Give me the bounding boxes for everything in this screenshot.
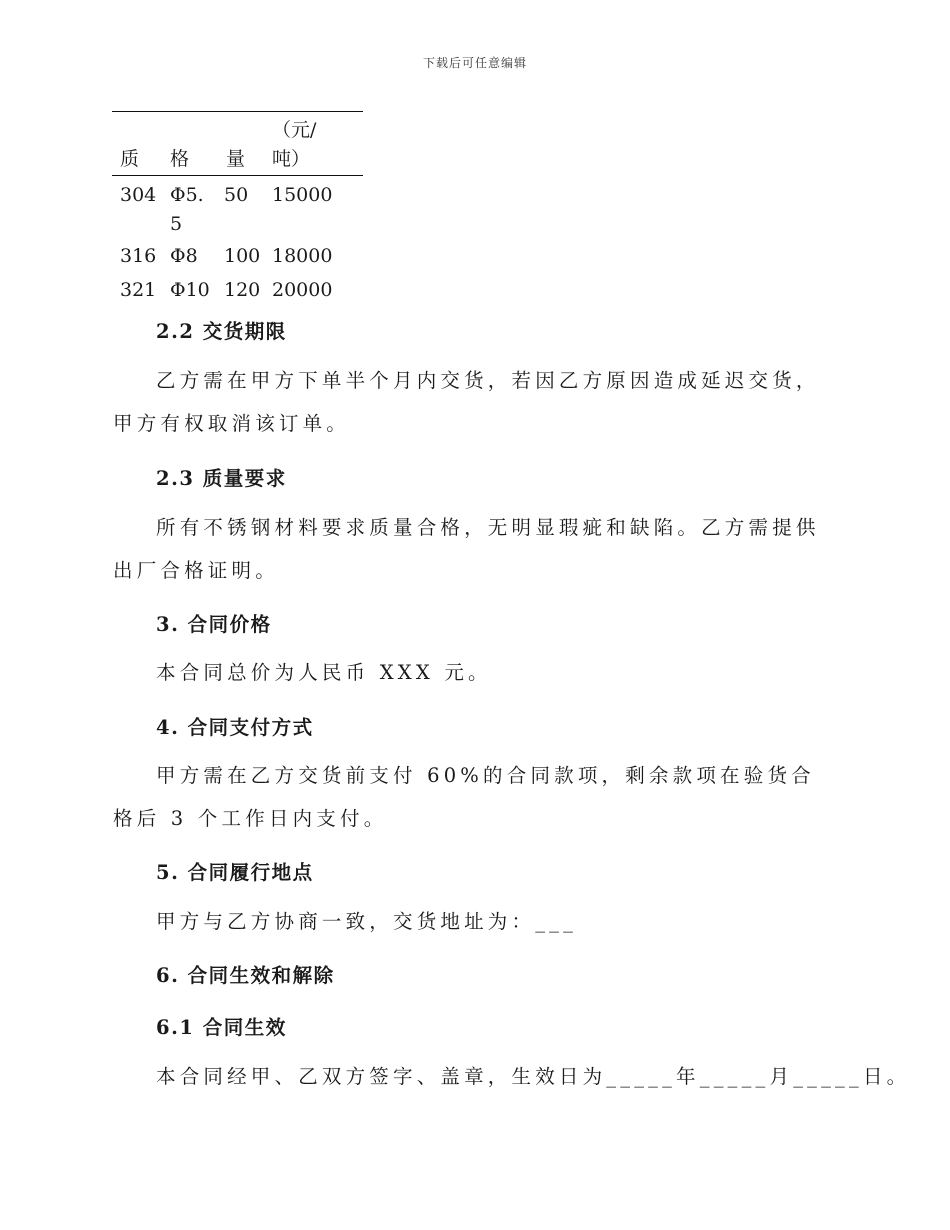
table-cell: 316: [120, 245, 157, 267]
table-cell: 50: [224, 184, 249, 206]
section-heading: 2.3 质量要求: [156, 467, 287, 490]
table-cell: Φ10: [170, 279, 210, 301]
section-heading: 4. 合同支付方式: [156, 716, 314, 739]
section-paragraph: 本合同总价为人民币 XXX 元。: [156, 661, 492, 684]
table-cell: 15000: [272, 184, 333, 206]
header-price-line1: （元/: [272, 119, 317, 141]
table-cell: 120: [224, 279, 261, 301]
table-cell: 304: [120, 184, 157, 206]
section-heading: 6.1 合同生效: [156, 1016, 287, 1039]
section-heading: 5. 合同履行地点: [156, 861, 314, 884]
table-cell: 100: [224, 245, 261, 267]
section-heading: 6. 合同生效和解除: [156, 964, 335, 987]
table-cell: 321: [120, 279, 157, 301]
table-cell: 18000: [272, 245, 333, 267]
table-header: [112, 112, 363, 175]
section-paragraph: 甲方与乙方协商一致，交货地址为：___: [156, 910, 578, 933]
section-heading: 2.2 交货期限: [156, 320, 287, 343]
header-material: 质: [120, 148, 140, 170]
section-paragraph: 本合同经甲、乙双方签字、盖章，生效日为_____年_____月_____日。: [156, 1065, 911, 1088]
table-cell: Φ5.: [170, 184, 204, 206]
header-price-line2: 吨）: [272, 148, 311, 170]
section-paragraph: 乙方需在甲方下单半个月内交货，若因乙方原因造成延迟交货，甲方有权取消该订单。: [113, 369, 820, 435]
header-quantity: 量: [226, 148, 246, 170]
section-heading: 3. 合同价格: [156, 613, 272, 636]
page-header: 下载后可任意编辑: [422, 56, 527, 70]
section-paragraph: 甲方需在乙方交货前支付 60%的合同款项，剩余款项在验货合格后 3 个工作日内支付。: [113, 764, 815, 830]
table-cell: 20000: [272, 279, 333, 301]
header-spec: 格: [170, 148, 190, 170]
table-cell: Φ8: [170, 245, 198, 267]
section-paragraph: 所有不锈钢材料要求质量合格，无明显瑕疵和缺陷。乙方需提供出厂合格证明。: [113, 516, 820, 582]
table-cell: 5: [170, 213, 183, 235]
table-body: [112, 176, 363, 306]
spec-table: [112, 111, 363, 306]
